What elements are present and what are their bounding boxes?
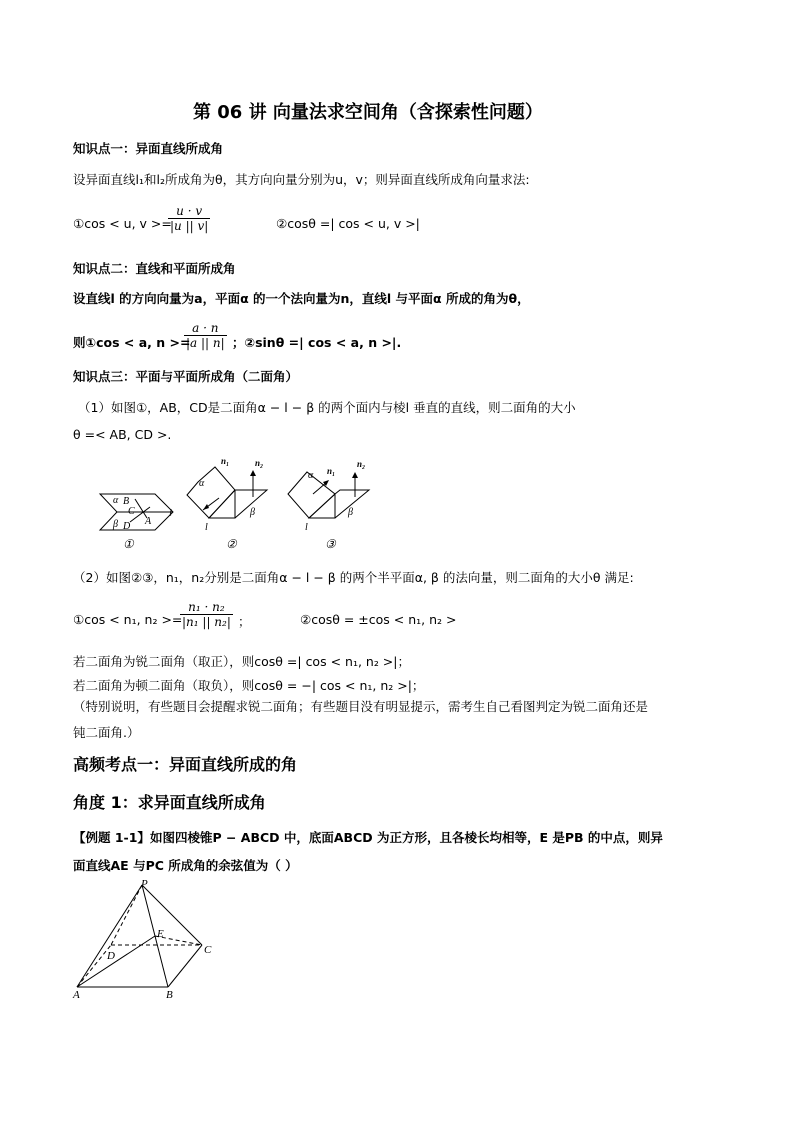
k1-intro: 设异面直线l₁和l₂所成角为θ，其方向向量分别为u，v；则异面直线所成角向量求法: — [73, 172, 530, 187]
figure-3 — [288, 472, 369, 518]
k3-acute: 若二面角为锐二面角（取正），则cosθ =| cos < n₁, n₂ >|； — [73, 654, 410, 669]
pyramid-b: B — [166, 989, 173, 1001]
example-label: 【例题 1-1】 — [73, 830, 150, 845]
k3-formula1-tail: ； — [238, 614, 251, 629]
k2-formula-left: 则①cos < a, n >= — [73, 335, 191, 350]
section1-angle1: 角度 1：求异面直线所成角 — [73, 793, 266, 812]
k2-formula-denominator: |a || n| — [186, 336, 225, 350]
pyramid-d: D — [107, 950, 115, 962]
fig1-c: C — [128, 506, 135, 517]
example-text-line1: 如图四棱锥P − ABCD 中，底面ABCD 为正方形，且各棱长均相等，E 是PB 的中点，则异 — [149, 830, 663, 845]
example-1-1-line2: 面直线AE 与PC 所成角的余弦值为（ ） — [73, 858, 298, 873]
fig2-n1: n₁ — [221, 456, 230, 466]
example-1-1-line1 — [73, 828, 663, 846]
k1-formula1-denominator: |u || v| — [170, 219, 209, 233]
figure-1 — [100, 494, 173, 530]
k1-formula1-left: ①cos < u, v >= — [73, 216, 172, 231]
fig1-b: B — [123, 496, 130, 507]
fig2-n2: n₂ — [255, 458, 264, 468]
pyramid-p: P — [141, 878, 148, 890]
fig1-alpha: α — [113, 495, 119, 506]
fig2-l: l — [205, 522, 208, 533]
k2-formula-numerator: a · n — [192, 321, 219, 335]
fig3-n2: n₂ — [357, 459, 366, 469]
pyramid-a: A — [73, 989, 80, 1001]
fig2-n1-arrowhead — [203, 504, 209, 510]
fig2-beta: β — [250, 507, 255, 518]
fig1-label: ① — [123, 537, 134, 551]
pyramid-c: C — [204, 944, 212, 956]
fig3-n2-arrowhead — [352, 472, 358, 478]
k3-p1-line2: θ =< AB, CD >. — [73, 427, 172, 442]
dihedral-figures — [95, 452, 385, 552]
fig2-label: ② — [226, 537, 237, 551]
k3-p1-line1: （1）如图①，AB，CD是二面角α − l − β 的两个面内与棱l 垂直的直线，则二面角的大小 — [78, 400, 576, 415]
k3-formula1-denominator: |n₁ || n₂| — [182, 615, 231, 629]
pyramid-figure — [65, 875, 225, 1005]
k2-formula-fraction — [184, 321, 227, 350]
fig1-d: D — [123, 521, 131, 532]
k1-heading: 知识点一：异面直线所成角 — [73, 141, 224, 156]
fig2-n2-arrowhead — [250, 470, 256, 476]
k1-formula2: ②cosθ =| cos < u, v >| — [276, 216, 420, 231]
k1-formula1-numerator: u · v — [176, 204, 203, 218]
section1-heading: 高频考点一：异面直线所成的角 — [73, 755, 298, 774]
k2-formula-right: ；②sinθ =| cos < a, n >|. — [232, 335, 402, 350]
k3-formula1-fraction — [180, 600, 233, 629]
fig3-l: l — [305, 522, 308, 533]
k1-formula1-fraction — [168, 204, 210, 233]
k3-obtuse: 若二面角为顿二面角（取负），则cosθ = −| cos < n₁, n₂ >|； — [73, 678, 425, 693]
fig3-label: ③ — [325, 537, 336, 551]
k2-intro: 设直线l 的方向向量为a，平面α 的一个法向量为n，直线l 与平面α 所成的角为θ， — [73, 291, 530, 306]
k3-note-line1: （特别说明，有些题目会提醒求锐二面角；有些题目没有明显提示，需考生自己看图判定为锐二面角还是 — [73, 699, 649, 714]
fig3-n1: n₁ — [327, 466, 336, 476]
pyramid-e: E — [157, 928, 164, 940]
fig1-beta: β — [113, 519, 118, 530]
k3-p2: （2）如图②③，n₁，n₂分别是二面角α − l − β 的两个半平面α, β 的法向量，则二面角的大小θ 满足: — [73, 570, 634, 585]
fig1-a: A — [145, 516, 152, 527]
k3-formula1-numerator: n₁ · n₂ — [188, 600, 225, 614]
k3-formula1-left: ①cos < n₁, n₂ >= — [73, 612, 183, 627]
k3-note-line2: 钝二面角.） — [73, 725, 140, 740]
fig2-alpha: α — [199, 478, 205, 489]
k2-heading: 知识点二：直线和平面所成角 — [73, 261, 236, 276]
k3-heading: 知识点三：平面与平面所成角（二面角） — [73, 369, 299, 384]
k3-formula2: ②cosθ = ±cos < n₁, n₂ > — [300, 612, 457, 627]
fig1-l: l — [169, 508, 172, 519]
fig3-alpha: α — [308, 470, 314, 481]
fig3-beta: β — [348, 507, 353, 518]
page-title: 第 06 讲 向量法求空间角（含探索性问题） — [193, 102, 543, 123]
